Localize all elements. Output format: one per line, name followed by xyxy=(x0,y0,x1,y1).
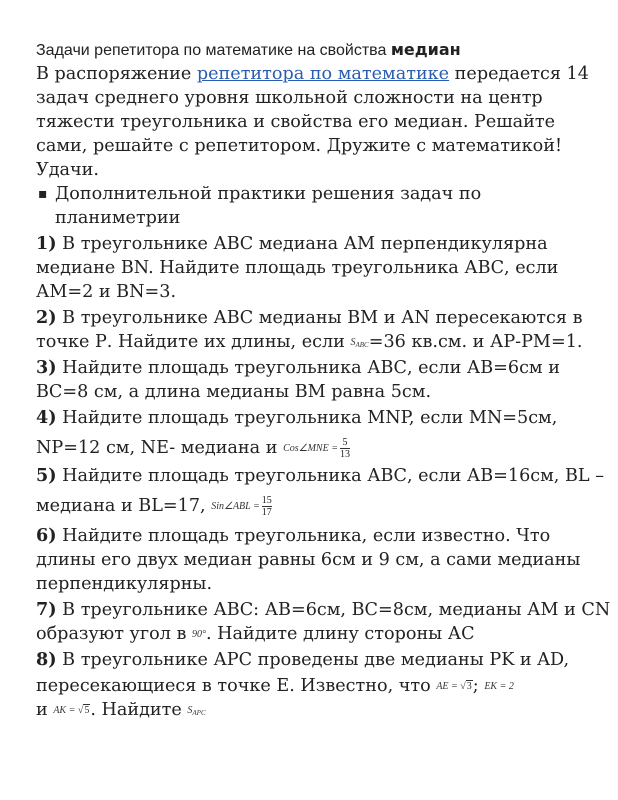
problem-8 xyxy=(36,648,569,672)
intro-line: сами, решайте с репетитором. Дружите с математикой! xyxy=(36,136,563,156)
problem-number: 7) xyxy=(36,599,57,620)
intro-line: задач среднего уровня школьной сложности на центр xyxy=(36,88,543,108)
problem-line xyxy=(36,330,582,357)
problem-2 xyxy=(36,306,582,330)
formula-ak xyxy=(53,704,90,716)
problem-line xyxy=(36,698,206,725)
problem-number: 5) xyxy=(36,465,57,486)
problem-text: В треугольнике АРС проведены две медианы PK и AD, xyxy=(56,650,570,670)
sqrt-radicand: 5 xyxy=(84,705,90,716)
problem-number: 3) xyxy=(36,357,57,378)
formula-s-apc xyxy=(187,705,205,716)
problem-text: NP=12 см, NE- медиана и xyxy=(36,438,284,458)
sqrt-symbol: √3 xyxy=(460,681,472,692)
problem-text: В треугольнике АВС: АВ=6см, ВС=8см, медианы АМ и CN xyxy=(56,600,611,620)
problem-text: В треугольнике АВС медиана АМ перпендикулярна xyxy=(56,234,548,254)
problem-number: 4) xyxy=(36,407,57,428)
fraction-numerator: 5 xyxy=(342,436,348,448)
problem-line xyxy=(36,674,514,699)
problem-text: В треугольнике АВС медианы ВМ и АN пересекаются в xyxy=(56,308,583,328)
problem-number: 2) xyxy=(36,307,57,328)
problem-number: 8) xyxy=(36,649,57,670)
fraction-denominator: 17 xyxy=(261,506,272,518)
title-text: Задачи репетитора по математике на свойства xyxy=(36,42,391,59)
problem-text: образуют угол в xyxy=(36,624,192,644)
sqrt-symbol: √5 xyxy=(77,705,90,716)
problem-line xyxy=(36,622,475,647)
intro-text: В распоряжение xyxy=(36,64,197,84)
problem-number: 6) xyxy=(36,525,57,546)
formula-symbol: S xyxy=(350,337,356,348)
formula-ae xyxy=(436,680,472,692)
page-title xyxy=(36,38,461,63)
problem-line: ВС=8 см, а длина медианы ВМ равна 5см. xyxy=(36,382,432,402)
problem-4 xyxy=(36,406,557,430)
problem-text: точке Р. Найдите их длины, если xyxy=(36,332,351,352)
problem-text: . Найдите длину стороны АС xyxy=(205,624,475,644)
problem-text: =36 кв.см. и АР-РМ=1. xyxy=(368,332,583,352)
problem-line xyxy=(36,494,272,519)
problem-text: Найдите площадь треугольника АВС, если АВ=16см, BL – xyxy=(56,466,604,486)
problem-text: Найдите площадь треугольника, если известно. Что xyxy=(56,526,551,546)
intro-text: передается 14 xyxy=(449,64,589,84)
problem-1 xyxy=(36,232,548,256)
problem-text: и xyxy=(36,700,54,720)
problem-3 xyxy=(36,356,560,380)
formula-sin-abl: Sin∠ABL = xyxy=(211,501,260,512)
intro-line: тяжести треугольника и свойства его медиан. Решайте xyxy=(36,112,555,132)
problem-7 xyxy=(36,598,610,622)
problem-text: Найдите площадь треугольника MNP, если MN=5см, xyxy=(56,408,558,428)
problem-line: АМ=2 и BN=3. xyxy=(36,282,177,302)
tutor-link[interactable]: репетитора по математике xyxy=(196,64,450,84)
formula-angle-90: 90° xyxy=(191,629,206,640)
fraction-denominator: 13 xyxy=(339,448,350,460)
problem-text: пересекающиеся в точке Е. Известно, что xyxy=(36,676,437,696)
formula-fraction xyxy=(262,495,272,518)
formula-subscript: APC xyxy=(192,709,206,717)
problem-line: длины его двух медиан равны 6см и 9 см, а сами медианы xyxy=(36,550,581,570)
formula-subscript: ABC xyxy=(355,341,369,349)
problem-line: медиане BN. Найдите площадь треугольника АВС, если xyxy=(36,258,559,278)
formula-text: AK = xyxy=(53,705,76,716)
problem-number: 1) xyxy=(36,233,57,254)
fraction-numerator: 15 xyxy=(261,494,272,506)
intro-line xyxy=(36,62,589,86)
problem-text: медиана и BL=17, xyxy=(36,496,212,516)
formula-text: AE = xyxy=(436,681,458,692)
problem-line: перпендикулярны. xyxy=(36,574,213,594)
problem-text: . Найдите xyxy=(90,700,188,720)
bullet-icon: ▪ xyxy=(38,186,48,202)
problem-6 xyxy=(36,524,550,548)
formula-fraction xyxy=(340,437,350,460)
problem-5 xyxy=(36,464,604,488)
problem-text: Найдите площадь треугольника АВС, если АВ=6см и xyxy=(56,358,560,378)
title-bold-text: медиан xyxy=(390,40,461,59)
intro-line: Удачи. xyxy=(36,160,99,180)
formula-ek: EK = 2 xyxy=(484,681,514,692)
formula-s-abc xyxy=(351,337,369,348)
bullet-item-link[interactable]: Дополнительной практики решения задач по xyxy=(55,184,482,204)
separator: ; xyxy=(472,676,479,696)
problem-line xyxy=(36,436,350,461)
formula-cos-mne: Cos∠MNE = xyxy=(283,443,338,454)
sqrt-radicand: 3 xyxy=(466,681,472,692)
bullet-item-link[interactable]: планиметрии xyxy=(55,208,181,228)
formula-symbol: S xyxy=(187,705,193,716)
